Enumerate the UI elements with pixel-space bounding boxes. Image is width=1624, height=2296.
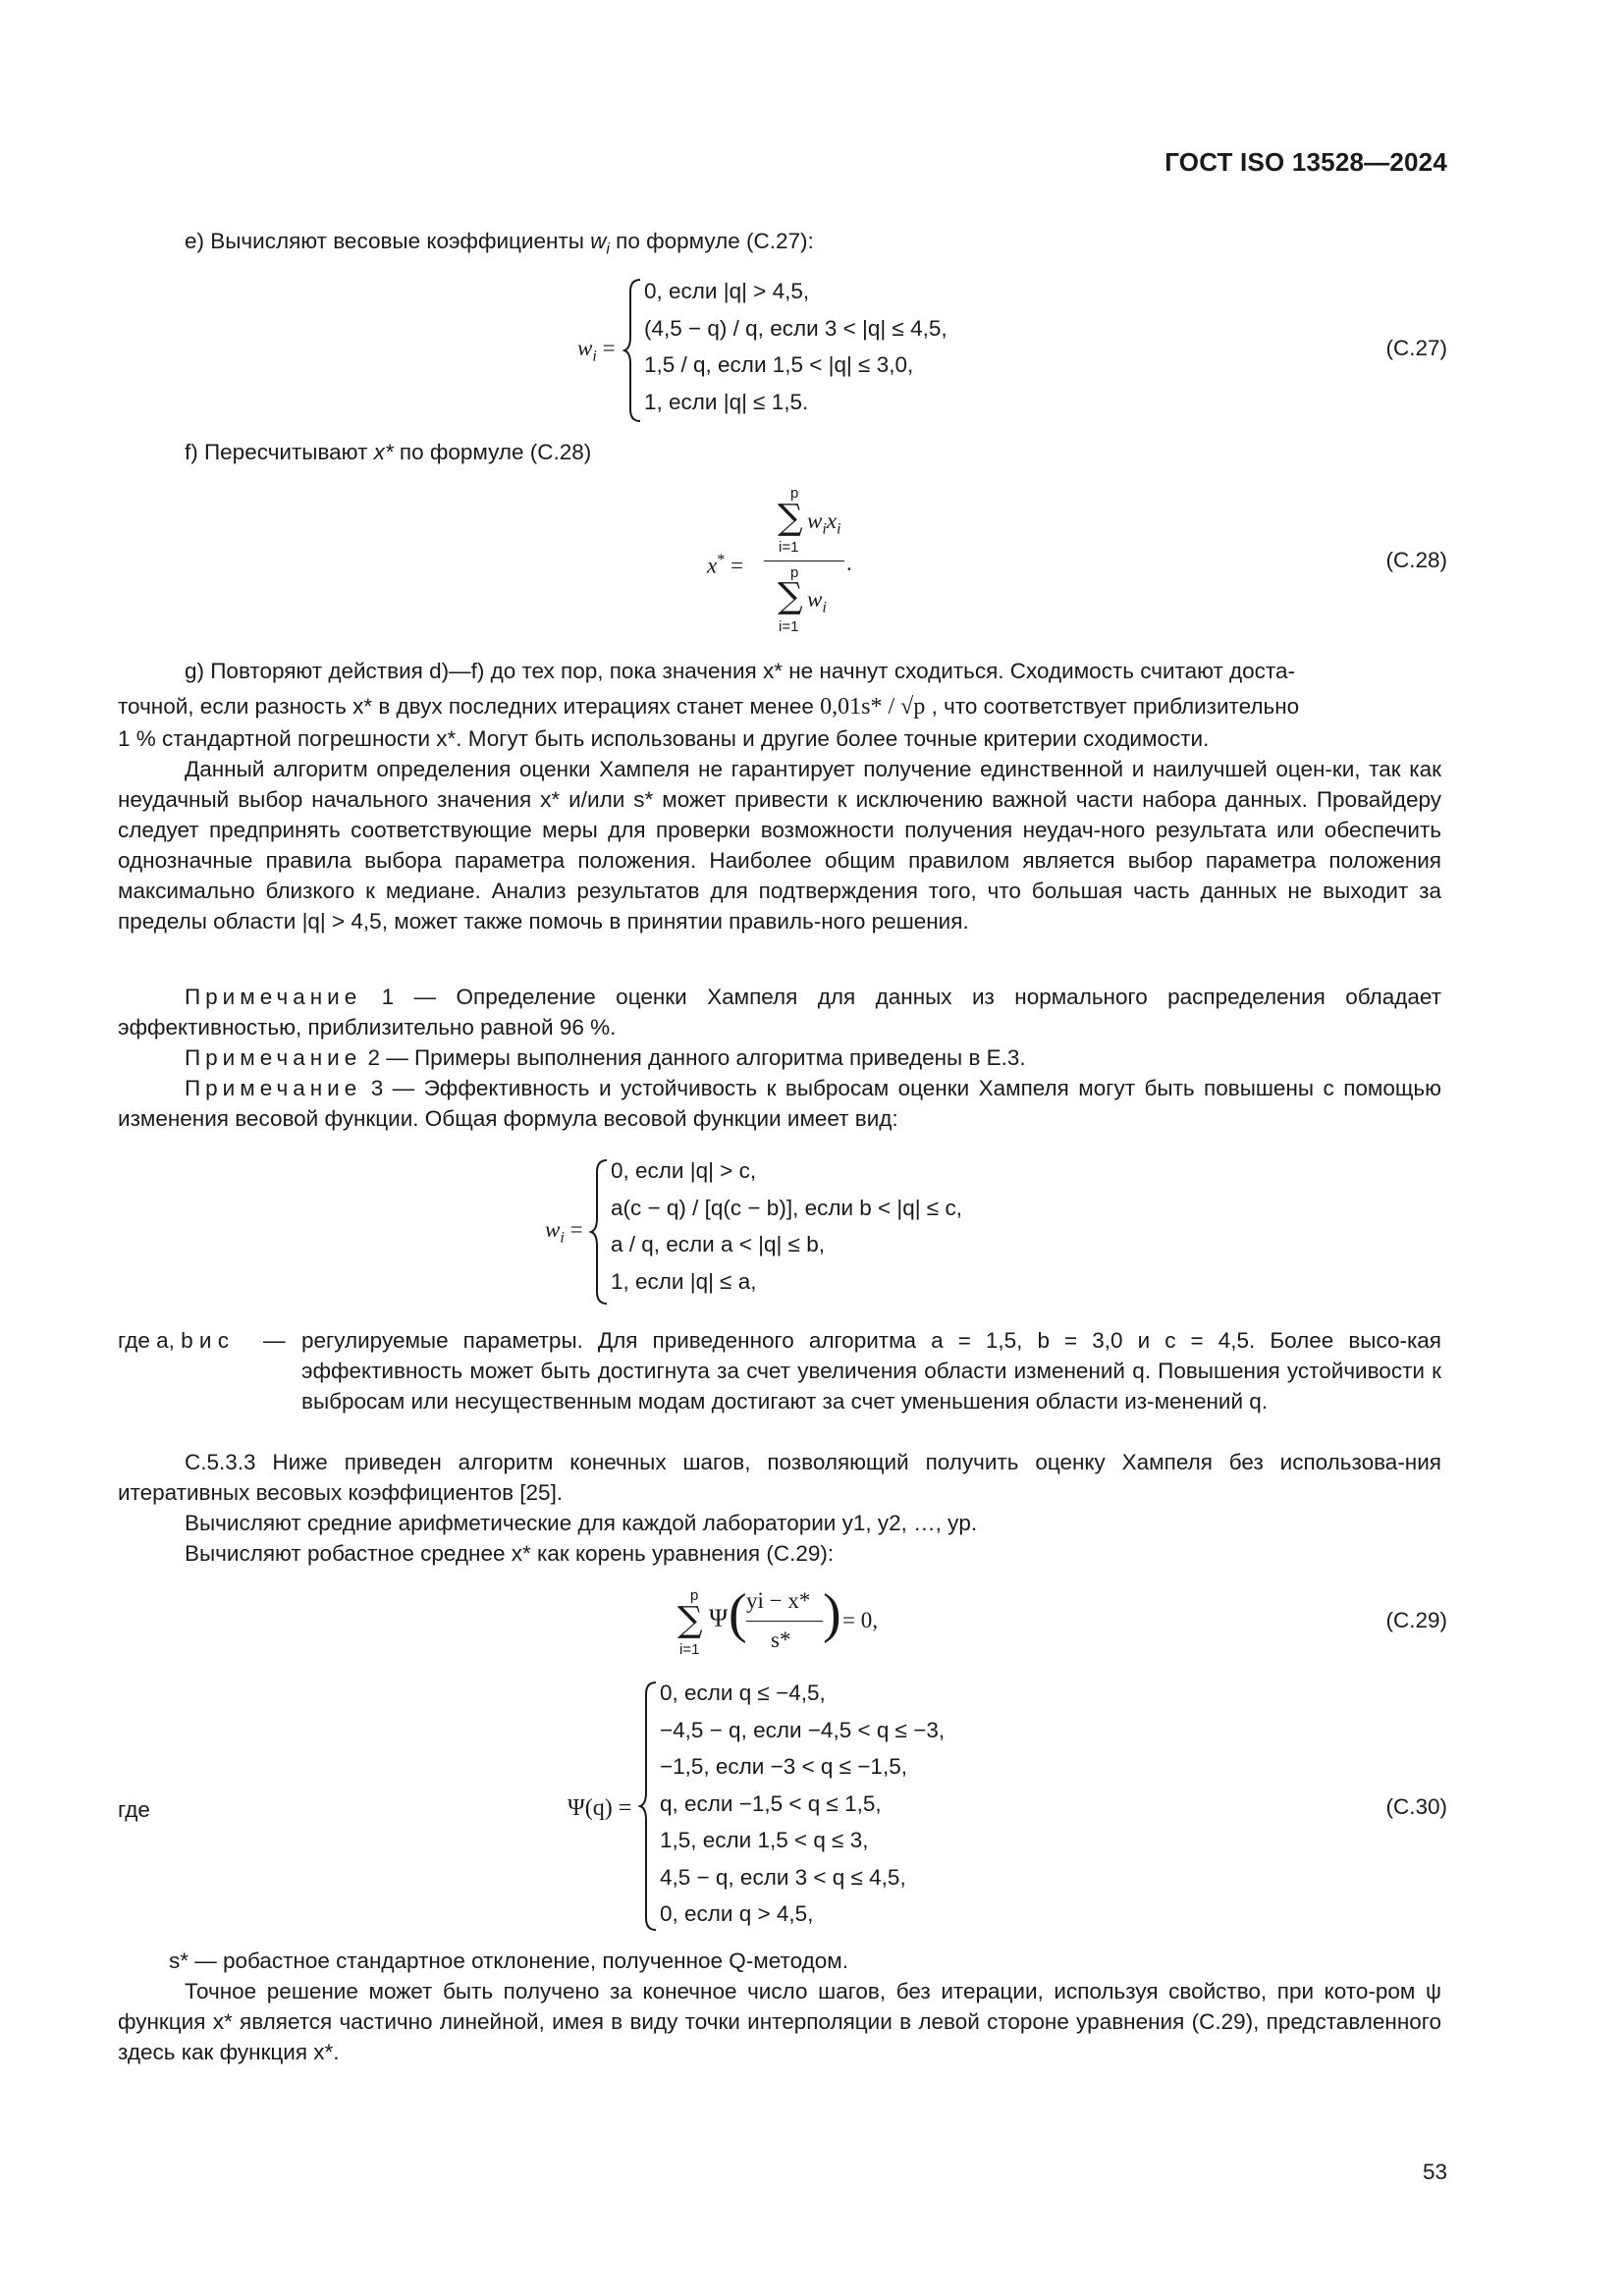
eq29-psi: Ψ	[709, 1604, 729, 1632]
eq-general-brace	[589, 1158, 611, 1306]
eq27-lhs: $w_i$ =	[577, 336, 616, 365]
eq28-sum-lower-den: i=1	[779, 618, 799, 635]
eq30-case: −1,5, если −3 < q ≤ −1,5,	[660, 1754, 907, 1779]
where-params-label: где a, b и c	[118, 1328, 229, 1353]
eq27-case: (4,5 − q) / q, если 3 < |q| ≤ 4,5,	[644, 315, 947, 341]
eq-general-case: a(c − q) / [q(c − b)], если b < |q| ≤ c,	[611, 1195, 962, 1220]
eq27-brace	[623, 278, 644, 423]
eq30-number: (С.30)	[1385, 1794, 1447, 1819]
eq27-number: (С.27)	[1385, 336, 1447, 360]
step-e-text: е) Вычисляют весовые коэффициенты $w_i$ по формуле (С.27):	[185, 229, 814, 258]
eq30-case: 4,5 − q, если 3 < q ≤ 4,5,	[660, 1864, 906, 1890]
eq28-sigma-num: ∑	[778, 498, 803, 538]
eq27-case: 0, если |q| > 4,5,	[644, 279, 810, 303]
eq-general-case: 0, если |q| > c,	[611, 1158, 757, 1183]
page-number: 53	[1422, 2160, 1447, 2184]
eq29-rhs: = 0,	[842, 1608, 878, 1632]
eq28-sum-upper-num: p	[790, 485, 799, 502]
eq28-numerator: $w_ix_i$	[807, 508, 841, 538]
eq30-case: 0, если q > 4,5,	[660, 1901, 814, 1926]
compute-robust: Вычисляют робастное среднее x* как корень уравнения (С.29):	[185, 1541, 835, 1566]
eq-general-lhs: $w_i$ =	[545, 1217, 583, 1247]
eq30-case: −4,5 − q, если −4,5 < q ≤ −3,	[660, 1717, 946, 1742]
section-c533: С.5.3.3 Ниже приведен алгоритм конечных шагов, позволяющий получить оценку Хампеля без использова-ния итеративных весовых коэффициентов [25].	[118, 1450, 1441, 1505]
eq30-where: где	[118, 1797, 150, 1822]
eq27-case: 1, если |q| ≤ 1,5.	[644, 389, 809, 414]
eq30-case: 0, если q ≤ −4,5,	[660, 1681, 826, 1705]
eq28-denominator: $w_i$	[807, 587, 827, 616]
eq-general-case: a / q, если a < |q| ≤ b,	[611, 1232, 825, 1256]
where-params-dash: —	[263, 1328, 286, 1353]
eq29-sum-upper: p	[690, 1587, 699, 1604]
eq29-number: (С.29)	[1385, 1608, 1447, 1632]
eq30-brace	[638, 1681, 660, 1932]
eq29-numerator: yi − x*	[746, 1588, 811, 1613]
eq28-sum-lower-num: i=1	[779, 539, 799, 556]
eq30-lhs: Ψ(q) =	[568, 1795, 632, 1821]
eq-general-case: 1, если |q| ≤ a,	[611, 1268, 757, 1294]
note-3: Примечание 3 — Эффективность и устойчивость к выбросам оценки Хампеля могут быть повышены с помощью изменения весовой функции. Общая формула весовой функции имеет вид:	[118, 1076, 1441, 1131]
eq29-sum-lower: i=1	[679, 1641, 700, 1658]
eq29-sigma: ∑	[677, 1600, 703, 1640]
s-star-definition: s* — робастное стандартное отклонение, полученное Q-методом.	[169, 1949, 848, 1973]
note-1: Примечание 1 — Определение оценки Хампеля для данных из нормального распределения обладает эффективностью, приблизительно равной 96 %.	[118, 985, 1442, 1040]
eq28-number: (С.28)	[1385, 548, 1447, 572]
eq28-sigma-den: ∑	[778, 576, 803, 616]
document-header: ГОСТ ISO 13528—2024	[1164, 147, 1447, 177]
note-2: Примечание 2 — Примеры выполнения данного алгоритма приведены в Е.3.	[185, 1045, 1026, 1070]
eq28-sum-upper-den: p	[790, 564, 799, 581]
eq28-period: .	[846, 551, 852, 575]
eq28-lhs: x* =	[707, 552, 743, 578]
eq27-case: 1,5 / q, если 1,5 < |q| ≤ 3,0,	[644, 352, 914, 377]
eq30-case: 1,5, если 1,5 < q ≤ 3,	[660, 1828, 869, 1852]
eq30-cases	[660, 1675, 945, 1933]
eq-general-cases	[611, 1152, 962, 1300]
final-paragraph: Точное решение может быть получено за конечное число шагов, без итерации, используя свойство, при кото-ром ψ функция x* является частично линейной, имея в виду точки интерполяции в левой стороне уравнения (С.29), представленного здесь как функция x*.	[118, 1979, 1441, 2064]
eq29-denominator: s*	[771, 1628, 791, 1652]
where-params-text: регулируемые параметры. Для приведенного алгоритма a = 1,5, b = 3,0 и c = 4,5. Более высо-кая эффективность может быть достигнута за счет увеличения области изменений q. Повышения устойчивости к выбросам или несущественным модам достигают за счет уменьшения области из-менений q.	[301, 1328, 1441, 1414]
step-g-line3: 1 % стандартной погрешности x*. Могут быть использованы и другие более точные критерии сходимости.	[118, 726, 1210, 751]
eq29-paren-open: (	[729, 1583, 747, 1644]
step-f-text: f) Пересчитывают x* по формуле (С.28)	[185, 440, 592, 464]
eq27-cases	[644, 273, 947, 420]
algorithm-paragraph: Данный алгоритм определения оценки Хампеля не гарантирует получение единственной и наилучшей оцен-ки, так как неудачный выбор начального значения x* и/или s* может привести к исключению важной части набора данных. Провайдеру следует предпринять соответствующие меры для проверки возможности получения неудач-ного результата или обеспечить однозначные правила выбора параметра положения. Наиболее общим правилом является выбор параметра положения максимально близкого к медиане. Анализ результатов для подтверждения того, что большая часть данных не выходит за пределы области |q| > 4,5, может также помочь в принятии правиль-ного решения.	[118, 757, 1441, 934]
compute-means: Вычисляют средние арифметические для каждой лаборатории y1, y2, …, yp.	[185, 1511, 978, 1535]
eq29-paren-close: )	[823, 1583, 841, 1644]
step-g-line2: точной, если разность x* в двух последних итерациях станет менее 0,01s* / √p , что соответствует приблизительно	[118, 694, 1300, 720]
convergence-criterion: 0,01s* / √p	[820, 694, 926, 720]
step-g-line1: g) Повторяют действия d)—f) до тех пор, пока значения x* не начнут сходиться. Сходимость считают доста-	[185, 659, 1295, 683]
eq30-case: q, если −1,5 < q ≤ 1,5,	[660, 1790, 882, 1816]
